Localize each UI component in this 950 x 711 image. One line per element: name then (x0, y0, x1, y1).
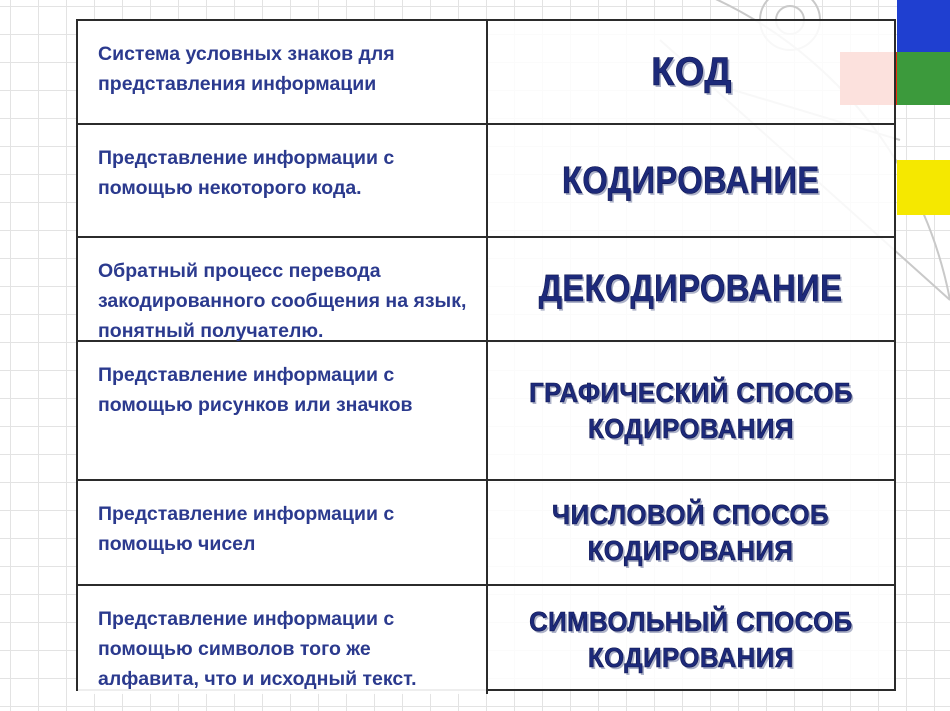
definition-cell: Представление информации с помощью чисел (78, 481, 488, 586)
definition-cell: Представление информации с помощью рисунков или значков (78, 342, 488, 481)
term-label: ГРАФИЧЕСКИЙ СПОСОБ КОДИРОВАНИЯ (529, 376, 853, 444)
term-cell (488, 21, 894, 125)
yellow-color-block (897, 160, 950, 215)
term-cell (488, 342, 894, 481)
term-label: КОД (650, 50, 732, 94)
term-cell (488, 481, 894, 586)
term-label: ДЕКОДИРОВАНИЕ (539, 268, 843, 310)
term-label: КОДИРОВАНИЕ (562, 159, 820, 202)
term-label: СИМВОЛЬНЫЙ СПОСОБ КОДИРОВАНИЯ (529, 606, 853, 673)
definition-cell: Система условных знаков для представления информации (78, 21, 488, 125)
term-cell (488, 125, 894, 238)
term-cell (488, 238, 894, 342)
definition-cell: Представление информации с помощью некоторого кода. (78, 125, 488, 238)
definition-cell: Обратный процесс перевода закодированного сообщения на язык, понятный получателю. (78, 238, 488, 342)
blue-color-block (897, 0, 950, 52)
definition-cell: Представление информации с помощью символов того же алфавита, что и исходный текст. (78, 586, 488, 694)
coding-terms-table (76, 19, 896, 691)
term-cell (488, 586, 894, 694)
term-label: ЧИСЛОВОЙ СПОСОБ КОДИРОВАНИЯ (552, 498, 830, 566)
green-color-block (897, 52, 950, 105)
